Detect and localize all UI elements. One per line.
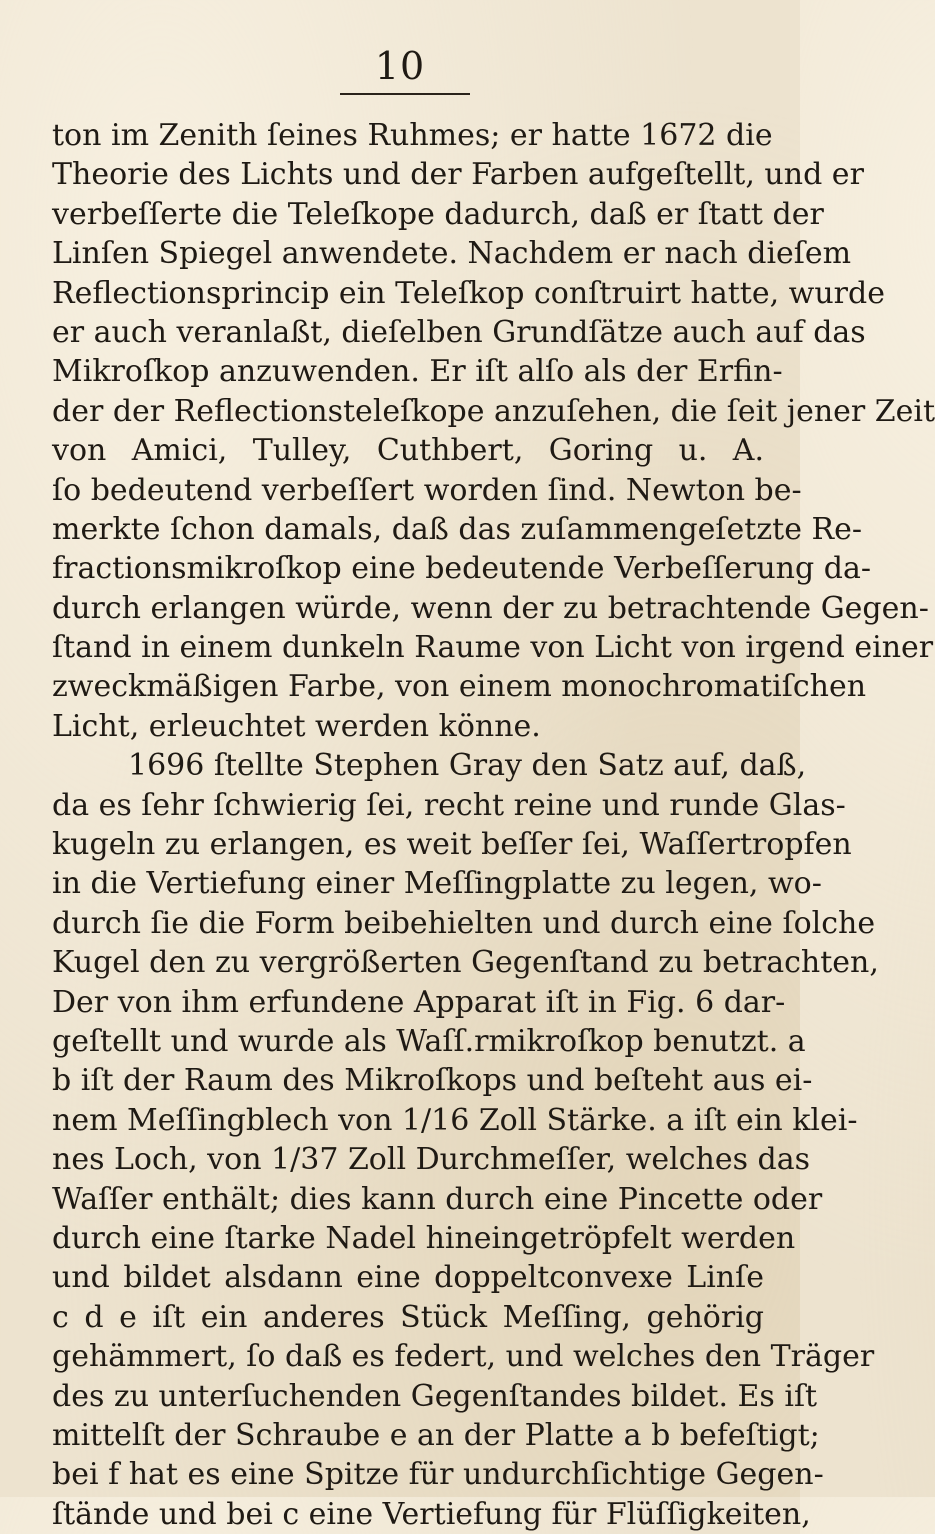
text-line: und bildet alsdann eine doppeltconvexe Linſe: [52, 1260, 764, 1296]
text-line: merkte ſchon damals, daß das zuſammengeſetzte Re-: [52, 511, 862, 547]
text-line: der der Reflectionsteleſkope anzuſehen, die ſeit jener Zeit: [52, 393, 935, 429]
paragraph-end-line: Licht, erleuchtet werden könne.: [52, 708, 541, 744]
text-line: nem Meſſingblech von 1/16 Zoll Stärke. a iſt ein klei-: [52, 1102, 858, 1138]
text-line: mittelſt der Schraube e an der Platte a b befeſtigt;: [52, 1417, 820, 1453]
text-line: ſtand in einem dunkeln Raume von Licht von irgend einer: [52, 630, 934, 666]
text-line: Theorie des Lichts und der Farben aufgeſtellt, und er: [52, 157, 864, 193]
text-line: Linſen Spiegel anwendete. Nachdem er nach dieſem: [52, 236, 852, 272]
text-line: des zu unterſuchenden Gegenſtandes bildet. Es iſt: [52, 1378, 818, 1414]
text-line: bei f hat es eine Spitze für undurchſichtige Gegen-: [52, 1457, 824, 1493]
text-line: Kugel den zu vergrößerten Gegenſtand zu betrachten,: [52, 945, 879, 981]
text-line: Der von ihm erfundene Apparat iſt in Fig. 6 dar-: [52, 984, 786, 1020]
text-line: b iſt der Raum des Mikroſkops und beſteht aus ei-: [52, 1063, 813, 1099]
text-line: kugeln zu erlangen, es weit beſſer ſei, Waſſertropfen: [52, 827, 852, 863]
text-line: ſo bedeutend verbeſſert worden ſind. Newton be-: [52, 472, 802, 508]
page-number: 10: [374, 44, 426, 88]
text-line: in die Vertiefung einer Meſſingplatte zu legen, wo-: [52, 866, 822, 902]
text-line: c d e iſt ein anderes Stück Meſſing, gehörig: [52, 1299, 764, 1335]
text-line: durch ſie die Form beibehielten und durch eine ſolche: [52, 905, 876, 941]
text-line: nes Loch, von 1/37 Zoll Durchmeſſer, welches das: [52, 1142, 811, 1178]
text-line: geſtellt und wurde als Waſſ.rmikroſkop benutzt. a: [52, 1023, 806, 1059]
text-line: durch eine ſtarke Nadel hineingetröpfelt werden: [52, 1220, 796, 1256]
text-line: da es ſehr ſchwierig ſei, recht reine und runde Glas-: [52, 787, 846, 823]
paragraph-start-line: 1696 ſtellte Stephen Gray den Satz auf, daß,: [128, 748, 807, 784]
text-line: fractionsmikroſkop eine bedeutende Verbeſſerung da-: [52, 551, 871, 587]
text-line: von Amici, Tulley, Cuthbert, Goring u. A.: [52, 433, 764, 469]
text-line: Reflectionsprincip ein Teleſkop conſtruirt hatte, wurde: [52, 275, 885, 311]
header-rule: [340, 93, 470, 95]
text-line: verbeſſerte die Teleſkope dadurch, daß er ſtatt der: [52, 196, 824, 232]
text-line: Mikroſkop anzuwenden. Er iſt alſo als der Erfin-: [52, 354, 783, 390]
text-line: Waſſer enthält; dies kann durch eine Pincette oder: [52, 1181, 823, 1217]
text-line: gehämmert, ſo daß es federt, und welches den Träger: [52, 1339, 875, 1375]
text-line: ton im Zenith ſeines Ruhmes; er hatte 1672 die: [52, 118, 773, 153]
text-line: ſtände und bei c eine Vertiefung für Flüſſigkeiten,: [52, 1496, 811, 1532]
text-line: durch erlangen würde, wenn der zu betrachtende Gegen-: [52, 590, 929, 626]
text-line: er auch veranlaßt, dieſelben Grundſätze auch auf das: [52, 314, 866, 350]
text-line: zweckmäßigen Farbe, von einem monochromatiſchen: [52, 669, 867, 705]
body-text: [52, 116, 935, 1534]
